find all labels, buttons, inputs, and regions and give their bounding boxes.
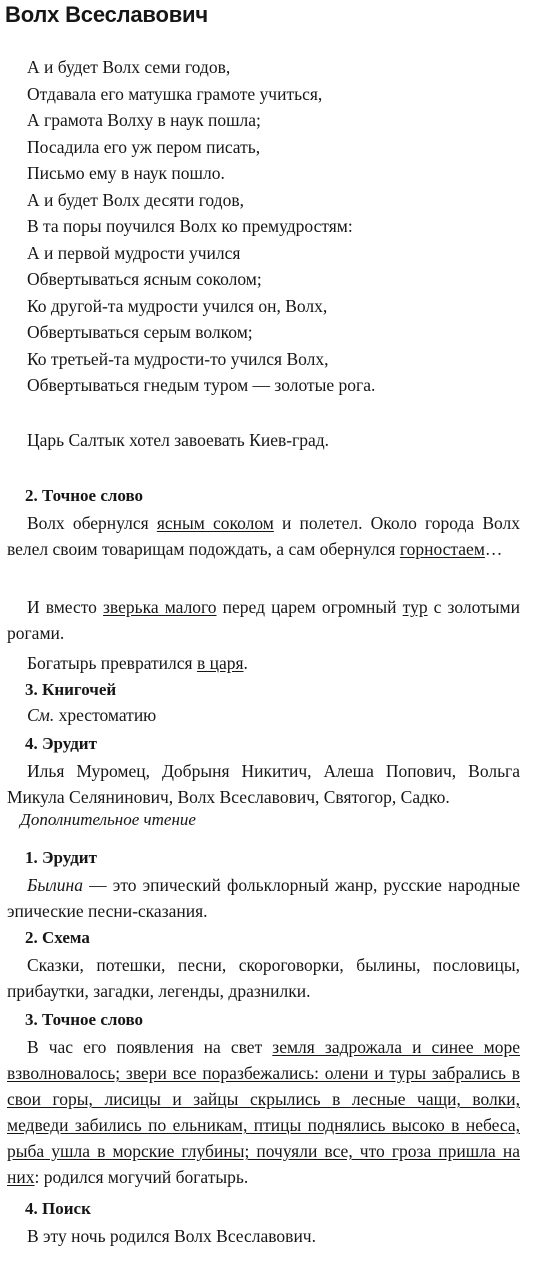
text-run: . — [243, 653, 248, 673]
section-heading-knigochei: 3. Книгочей — [25, 680, 117, 699]
text-run: Илья Муромец, Добрыня Никитич, Алеша Попович, Вольга Микула Селянинович, Волх Всеславович, Святогор, Садко. — [7, 761, 520, 807]
paragraph — [7, 650, 520, 676]
underlined-phrase: в царя — [196, 653, 244, 673]
text-run: Волх обернулся — [27, 513, 157, 533]
paragraph: В эту ночь родился Волх Всеславович. — [27, 1226, 316, 1246]
paragraph — [7, 758, 520, 810]
paragraph — [7, 510, 520, 562]
underlined-phrase: зверька малого — [103, 597, 217, 617]
poem-excerpt — [27, 54, 375, 399]
poem-line: Письмо ему в наук пошло. — [27, 163, 225, 183]
text-run: Богатырь превратился — [27, 653, 197, 673]
paragraph — [7, 594, 520, 646]
poem-line: Посадила его уж пером писать, — [27, 136, 261, 157]
section-heading-poisk: 4. Поиск — [25, 1199, 91, 1218]
underlined-phrase: горностаем — [399, 539, 485, 559]
underlined-phrase: земля задрожала и синее море взволновалось; звери все поразбежались: олени и туры забрались в свои горы, лисицы и зайцы скрылись в лесные чащи, волки, медведи забились по ельникам, птицы поднялись высоко в небеса, рыба ушла в морские глубины; почуяли все, что гроза пришла на них — [7, 1037, 521, 1187]
poem-line: А и будет Волх десяти годов, — [27, 189, 244, 210]
text-run: : родился могучий богатырь. — [34, 1167, 249, 1187]
poem-line: Ко другой-та мудрости учился он, Волх, — [27, 295, 328, 316]
poem-line: Обвертываться гнедым туром — золотые рога. — [27, 375, 376, 395]
paragraph — [27, 705, 156, 726]
poem-line: В та поры поучился Волх ко премудростям: — [27, 216, 353, 236]
summary-line: Царь Салтык хотел завоевать Киев-град. — [27, 430, 330, 450]
section-heading-scheme: 2. Схема — [25, 928, 90, 947]
paragraph — [7, 1034, 520, 1190]
term: Былина — [27, 875, 83, 895]
text-run: перед царем огромный — [216, 597, 403, 617]
subsection-label: Дополнительное чтение — [20, 810, 196, 829]
paragraph — [7, 872, 520, 924]
text-run: с золотыми рогами. — [7, 597, 520, 643]
text-run: хрестоматию — [54, 705, 157, 725]
page-title: Волх Всеславович — [5, 2, 208, 27]
text-run: Сказки, потешки, песни, скороговорки, былины, пословицы, прибаутки, загадки, легенды, дразнилки. — [7, 955, 520, 1001]
poem-line: Отдавала его матушка грамоте учиться, — [27, 83, 323, 104]
text-run: и полетел. Около города Волх велел своим товарищам подождать, а сам обернулся — [7, 513, 520, 559]
text-run: … — [484, 539, 503, 559]
section-heading-tochnoe-slovo-2: 3. Точное слово — [25, 1010, 144, 1029]
text-run: И вместо — [27, 597, 104, 617]
section-heading-erudit-2: 1. Эрудит — [25, 848, 97, 867]
text-run: — это эпический фольклорный жанр, русские народные эпические песни-сказания. — [7, 875, 520, 921]
poem-line: Обвертываться серым волком; — [27, 322, 253, 342]
underlined-phrase: тур — [402, 597, 428, 617]
poem-line: А и первой мудрости учился — [27, 242, 241, 263]
poem-line: А и будет Волх семи годов, — [27, 57, 231, 77]
paragraph — [7, 952, 520, 1004]
poem-line: А грамота Волху в наук пошла; — [27, 110, 261, 130]
section-heading-erudit: 4. Эрудит — [25, 734, 97, 753]
section-heading-tochnoe-slovo: 2. Точное слово — [25, 486, 144, 505]
text-run: См. — [27, 705, 55, 725]
poem-line: Ко третьей-та мудрости-то учился Волх, — [27, 348, 329, 369]
text-run: В час его появления на свет — [27, 1037, 273, 1057]
poem-line: Обвертываться ясным соколом; — [27, 269, 262, 289]
underlined-phrase: ясным соколом — [156, 513, 274, 533]
